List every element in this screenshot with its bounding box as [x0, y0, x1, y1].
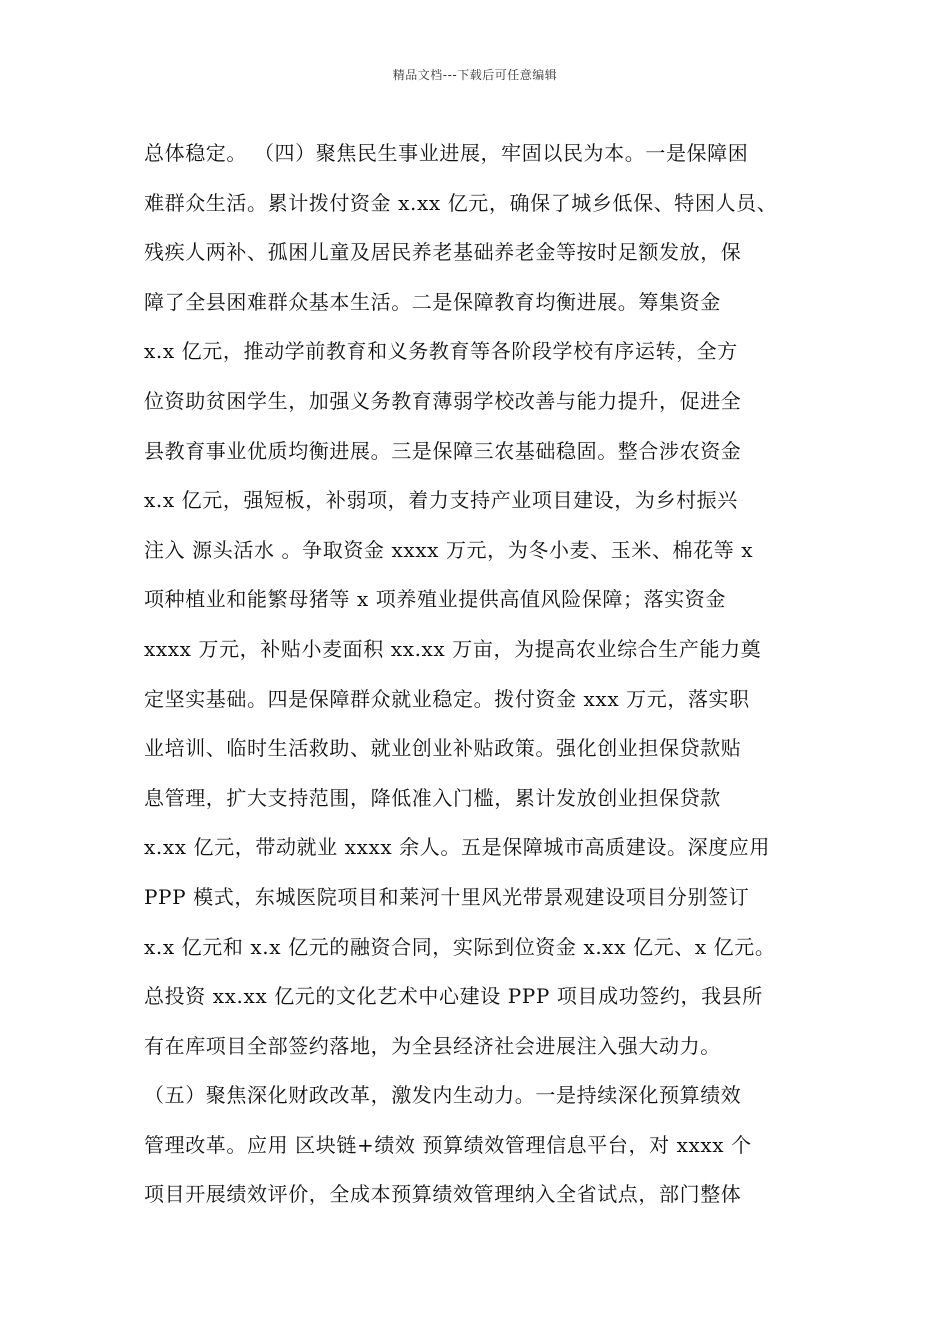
text-line: 障了全县困难群众基本生活。二是保障教育均衡进展。筹集资金	[144, 289, 721, 314]
text-line: 总体稳定。 （四）聚焦民生事业进展，牢固以民为本。一是保障困	[144, 141, 749, 165]
text-line: 注入 源头活水 。争取资金 xxxx 万元，为冬小麦、玉米、棉花等 x	[144, 537, 754, 562]
text-line: x.x 亿元，推动学前教育和义务教育等各阶段学校有序运转，全方	[144, 339, 738, 364]
text-line: xxxx 万元，补贴小麦面积 xx.xx 万亩，为提高农业综合生产能力奠	[144, 636, 762, 661]
text-line: 项种植业和能繁母猪等 x 项养殖业提供高值风险保障；落实资金	[144, 587, 726, 612]
text-line: 难群众生活。累计拨付资金 x.xx 亿元，确保了城乡低保、特困人员、	[144, 190, 778, 215]
page-header: 精品文档---下载后可任意编辑	[392, 68, 558, 82]
text-line: 残疾人两补、孤困儿童及居民养老基础养老金等按时足额发放，保	[144, 240, 742, 265]
text-line: 县教育事业优质均衡进展。三是保障三农基础稳固。整合涉农资金	[144, 438, 742, 463]
text-line: PPP 模式，东城医院项目和莱河十里风光带景观建设项目分别签订	[144, 884, 750, 909]
text-line: 有在库项目全部签约落地，为全县经济社会进展注入强大动力。	[144, 1033, 721, 1058]
text-line: 位资助贫困学生，加强义务教育薄弱学校改善与能力提升，促进全	[144, 388, 742, 413]
text-line: x.x 亿元，强短板，补弱项，着力支持产业项目建设，为乡村振兴	[144, 488, 738, 513]
text-line: 总投资 xx.xx 亿元的文化艺术中心建设 PPP 项目成功签约，我县所	[144, 984, 763, 1009]
text-line: 定坚实基础。四是保障群众就业稳定。拨付资金 xxx 万元，落实职	[144, 686, 750, 711]
text-line: 管理改革。应用 区块链+绩效 预算绩效管理信息平台，对 xxxx 个	[144, 1132, 752, 1157]
text-line: x.x 亿元和 x.x 亿元的融资合同，实际到位资金 x.xx 亿元、x 亿元。	[144, 934, 776, 959]
text-line: 业培训、临时生活救助、就业创业补贴政策。强化创业担保贷款贴	[144, 736, 742, 761]
text-line: 息管理，扩大支持范围，降低准入门槛，累计发放创业担保贷款	[144, 785, 721, 810]
document-body	[144, 129, 834, 1220]
text-line: （五）聚焦深化财政改革，激发内生动力。一是持续深化预算绩效	[144, 1083, 742, 1108]
text-line: x.xx 亿元，带动就业 xxxx 余人。五是保障城市高质建设。深度应用	[144, 835, 770, 860]
text-line: 项目开展绩效评价，全成本预算绩效管理纳入全省试点，部门整体	[144, 1182, 742, 1207]
